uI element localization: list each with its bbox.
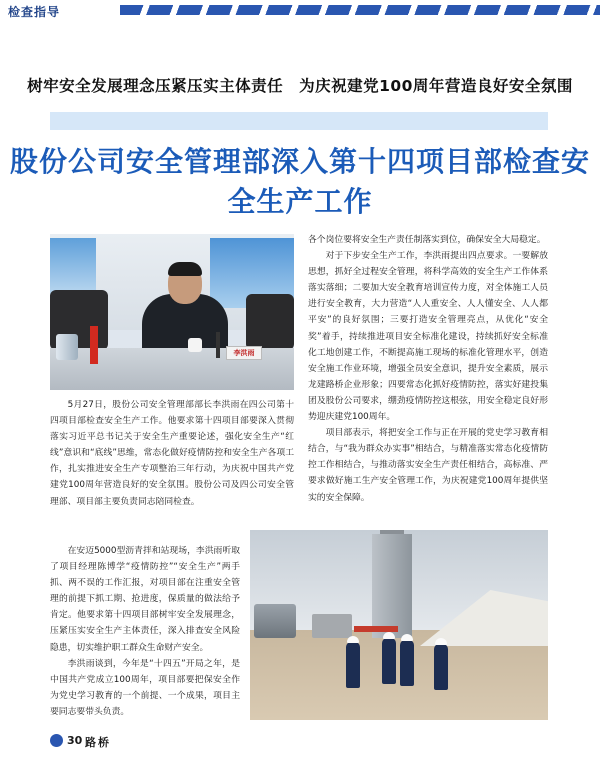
page-number: 30 — [67, 734, 83, 747]
photo-hardhat — [435, 638, 447, 645]
article-paragraph: 5月27日，股份公司安全管理部部长李洪雨在四公司第十四项目部检查安全生产工作。他要求第十四项目部要深入贯彻落实习近平总书记关于安全生产重要论述，强化安全生产“红线”意识和“底线”思维，常态化做好疫情防控和安全生产各项工作，扎实推进安全生产专项整治三年行动，为庆祝中国共产党建党100周年营造良好的安全氛围。股份公司及四公司安全管理部、项目部主要负责同志陪同检查。 — [50, 400, 294, 507]
article-paragraph: 李洪雨谈到，今年是“十四五”开局之年，是中国共产党成立100周年，项目部要把保安全作为党史学习教育的一个前提、一个成果，项目主要同志要带头负责。 — [50, 658, 240, 717]
photo-hardhat — [401, 634, 413, 641]
photo-hardhat — [347, 636, 359, 643]
photo-hardhat — [383, 632, 395, 639]
photo-worker — [400, 640, 414, 686]
photo-worker — [434, 644, 448, 690]
article-paragraph: 对于下步安全生产工作，李洪雨提出四点要求。一要解放思想，抓好全过程安全管理，将科学高效的安全生产工作体系落实落细；二要加大安全教育培训宣传力度，对全体施工人员进行安全教育，大力营造“人人重安全、人人懂安全、人人都平安”的良好氛围；三要打造安全管理亮点，从优化“安全奖”着手，持续推进项目安全标准化建设，持续抓好安全标准化工地创建工作，不断提高施工现场的标准化管理水平，创造安全施工作业环境，增强全员安全意识，提升安全素质，展示龙建路桥企业形象；四要常态化抓好疫情防控，落实好建投集团及股份公司要求，绷劲疫情防控这根弦，用安全稳定良好形势迎庆建党100周年。 — [308, 251, 548, 423]
section-label: 检查指导 — [8, 5, 61, 19]
title-band — [50, 112, 548, 130]
photo-nameplate: 李洪雨 — [226, 346, 262, 360]
article-title: 股份公司安全管理部深入第十四项目部检查安全生产工作 — [9, 145, 590, 218]
photo-window-left — [50, 238, 96, 294]
photo-worker — [346, 642, 360, 688]
photo-red-structure — [354, 626, 398, 632]
article-right-column — [308, 232, 548, 506]
header-bar — [0, 0, 600, 20]
magazine-name: 路桥 — [85, 736, 111, 749]
site-photo — [250, 530, 548, 720]
photo-cup — [188, 338, 202, 352]
page-marker-icon — [50, 734, 63, 747]
photo-bottles — [56, 334, 78, 360]
article-paragraph: 各个岗位要将安全生产责任制落实到位，确保安全大局稳定。 — [308, 235, 546, 245]
photo-flag — [90, 326, 98, 364]
meeting-photo — [50, 234, 294, 390]
photo-worker — [382, 638, 396, 684]
photo-microphone — [216, 332, 220, 358]
photo-person-hair — [168, 262, 202, 276]
header-stripes — [120, 5, 600, 15]
article-paragraph: 在安迈5000型沥青拌和站现场，李洪雨听取了项目经理陈博学“疫情防控”“安全生产”两手抓、两不误的工作汇报，对项目部在注重安全管理的前提下抓工期、抢进度，保质量的做法给予肯定。他要求第十四项目部树牢安全发展理念，压紧压实安全生产主体责任，深入排查安全风险隐患，切实维护职工群众生命财产安全。 — [50, 546, 240, 653]
article-subtitle: 树牢安全发展理念压紧压实主体责任 为庆祝建党100周年营造良好安全氛围 — [27, 77, 573, 95]
article-left-lower-column — [50, 543, 240, 720]
photo-tank — [312, 614, 352, 638]
photo-chair-right — [246, 294, 294, 350]
photo-asphalt-plant — [372, 534, 412, 638]
article-paragraph: 项目部表示，将把安全工作与正在开展的党史学习教育相结合，与“我为群众办实事”相结合，与精准落实常态化疫情防控工作相结合，与推动落实安全生产责任相结合，高标准、严要求做好施工生产安全管理工作，为庆祝建党100周年提供坚实的安全保障。 — [308, 428, 548, 503]
photo-tank — [254, 604, 296, 638]
article-left-column — [50, 397, 294, 510]
